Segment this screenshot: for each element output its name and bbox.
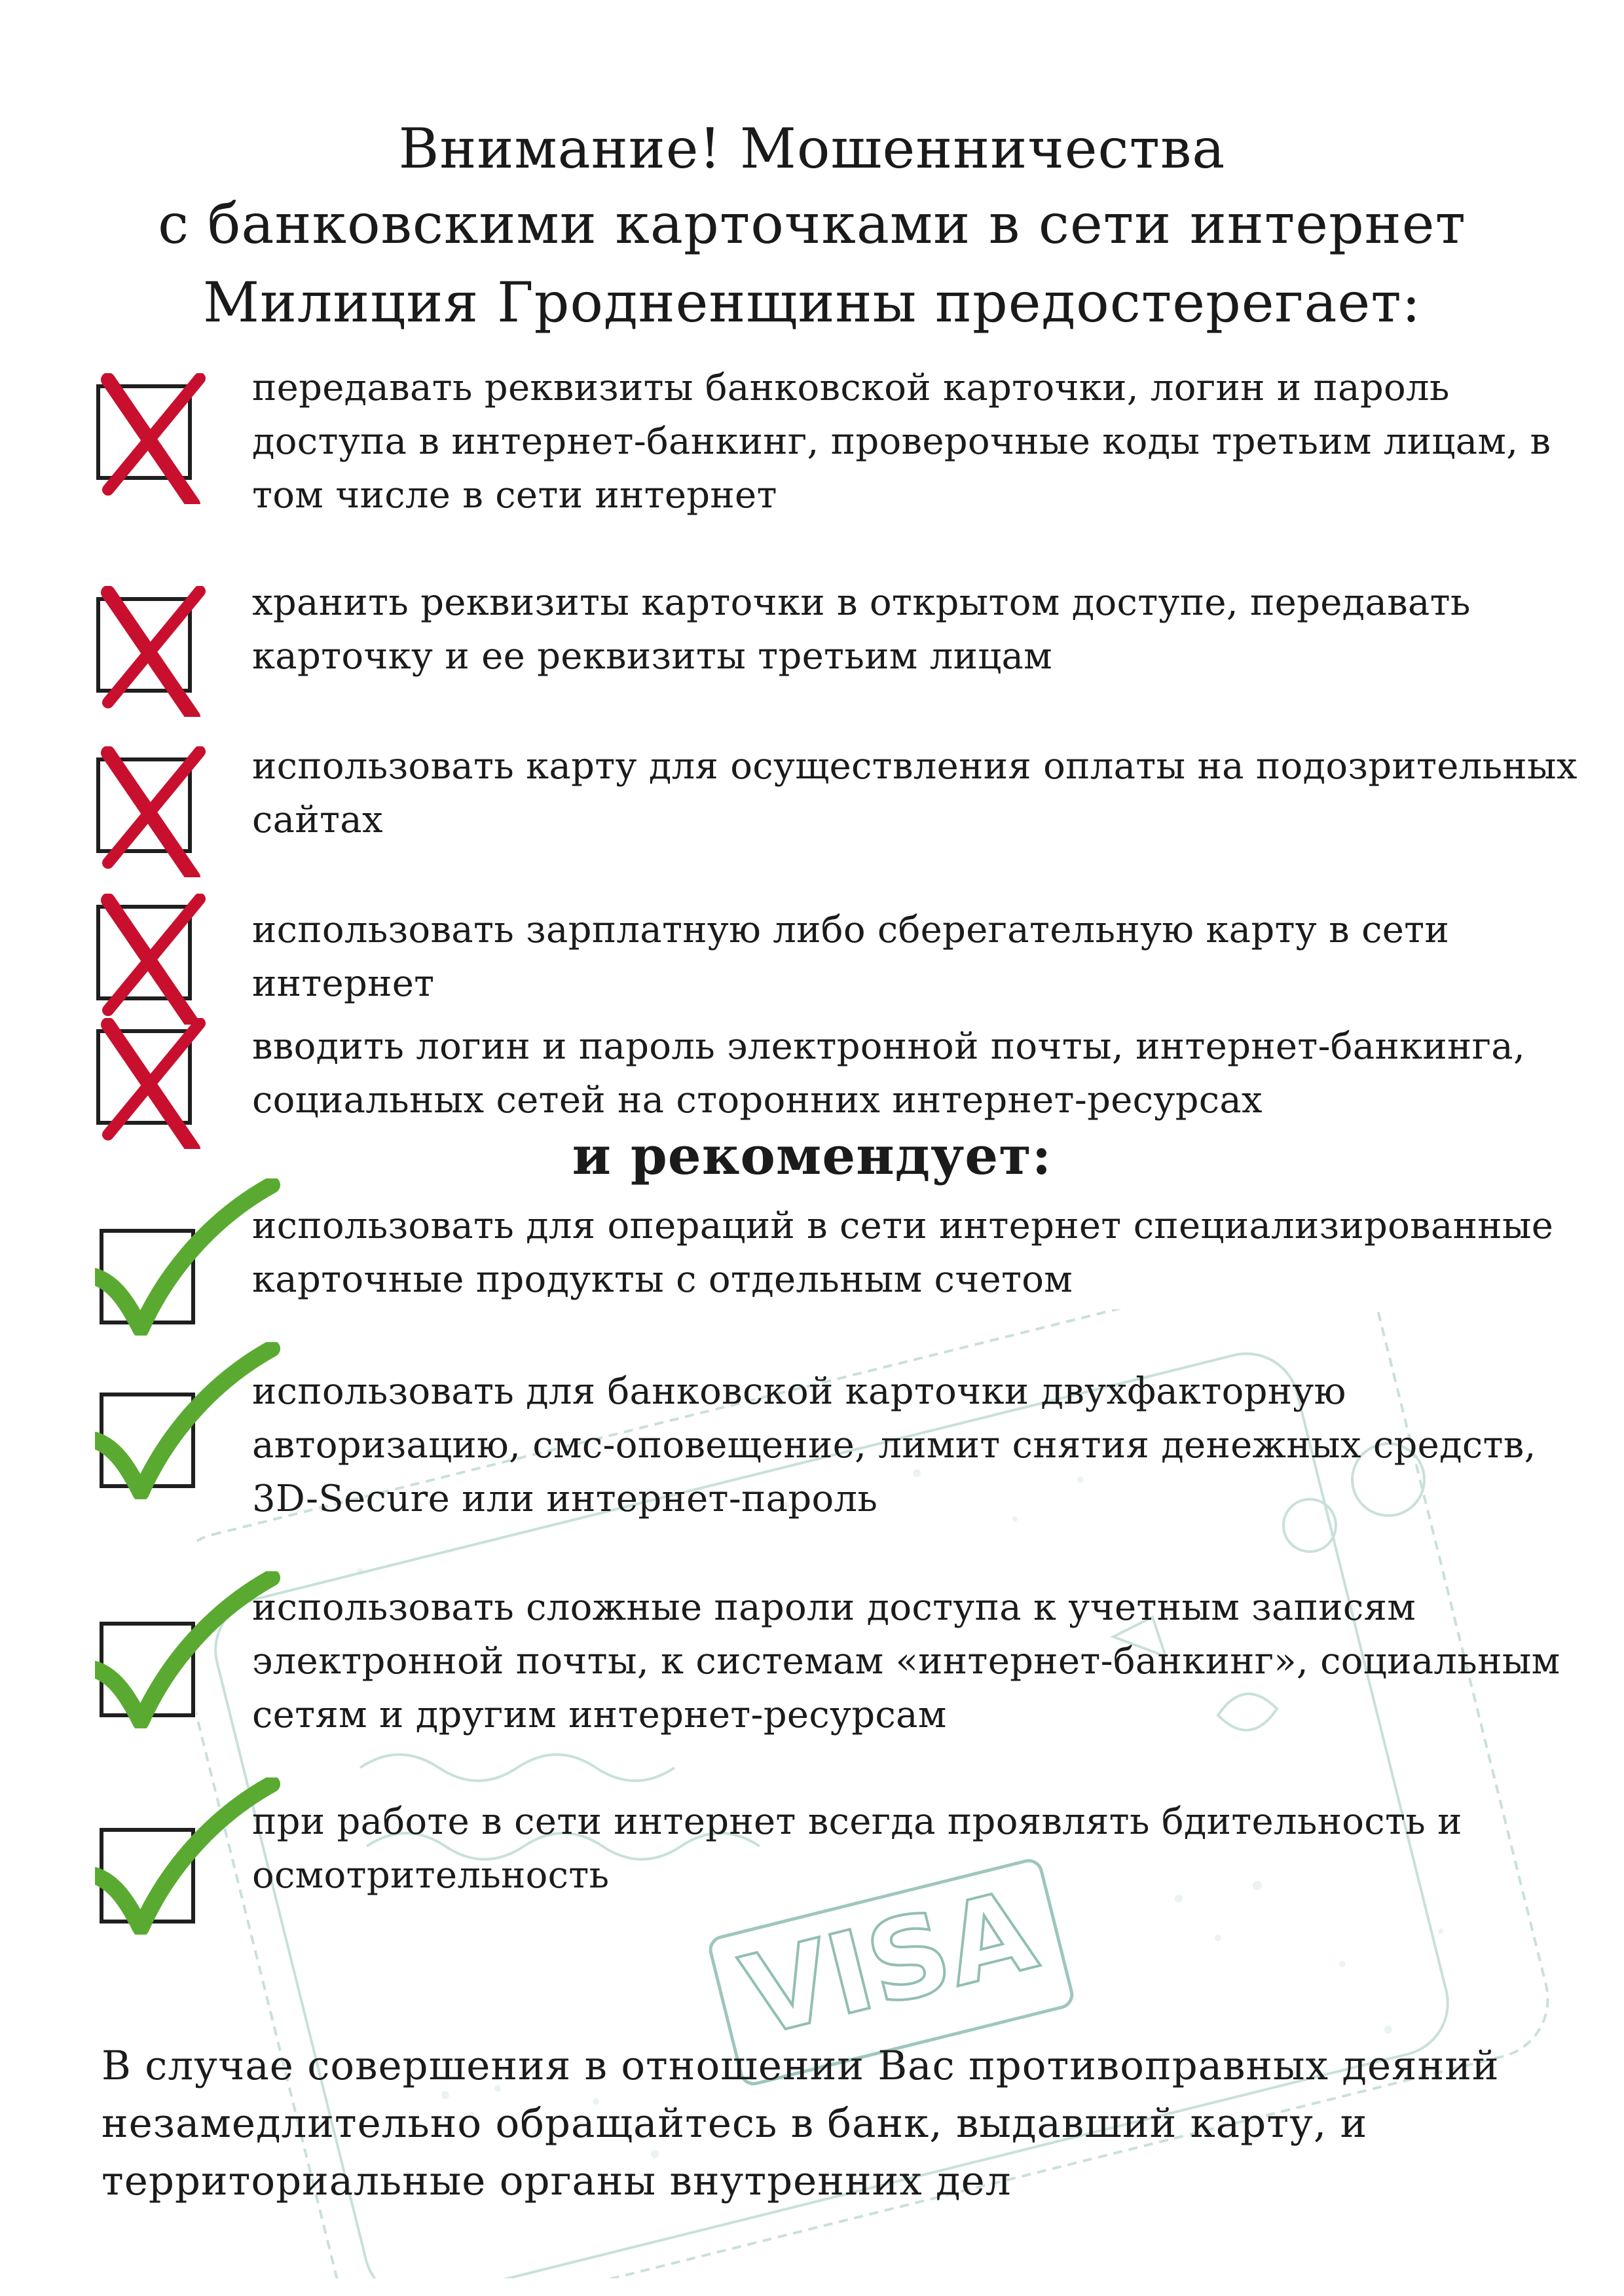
title-line-2: с банковскими карточками в сети интернет	[158, 192, 1466, 256]
cross-icon	[95, 746, 206, 877]
warning-item-1: передавать реквизиты банковской карточки, логин и пароль доступа в интернет-банкинг, проверочные коды третьим лицам, в том числе в сети интернет	[252, 367, 1551, 517]
recommendation-item-1: использовать для операций в сети интернет специализированные карточные продукты с отдельным счетом	[252, 1205, 1554, 1301]
warning-item-4: использовать зарплатную либо сберегательную карту в сети интернет	[252, 909, 1450, 1005]
visa-label: VISA	[731, 1865, 1048, 2063]
cross-icon	[95, 894, 206, 1025]
warning-item-3: использовать карту для осуществления оплаты на подозрительных сайтах	[252, 745, 1578, 841]
recommendation-item-2: использовать для банковской карточки двухфакторную авторизацию, смс-оповещение, лимит снятия денежных средств, 3D-Secure или интернет-пароль	[252, 1370, 1536, 1520]
recommendation-item-3: использовать сложные пароли доступа к учетным записям электронной почты, к системам «интернет-банкинг», социальным сетям и другим интернет-ресурсам	[252, 1586, 1560, 1736]
warning-item-2: хранить реквизиты карточки в открытом доступе, передавать карточку и ее реквизиты третьим лицам	[252, 581, 1471, 678]
footer-note: В случае совершения в отношении Вас противоправных деяний незамедлительно обращайтесь в банк, выдавший карту, и территориальные органы внутренних дел	[101, 2043, 1500, 2204]
warning-item-5: вводить логин и пароль электронной почты, интернет-банкинга, социальных сетей на сторонних интернет-ресурсах	[252, 1025, 1526, 1121]
title-line-1: Внимание! Мошенничества	[398, 117, 1226, 181]
title-line-3: Милиция Гродненщины предостерегает:	[202, 270, 1422, 335]
recommendation-item-4: при работе в сети интернет всегда проявлять бдительность и осмотрительность	[252, 1800, 1462, 1897]
cross-icon	[95, 586, 206, 717]
cross-icon	[95, 373, 206, 504]
recommend-heading: и рекомендует:	[572, 1125, 1052, 1186]
